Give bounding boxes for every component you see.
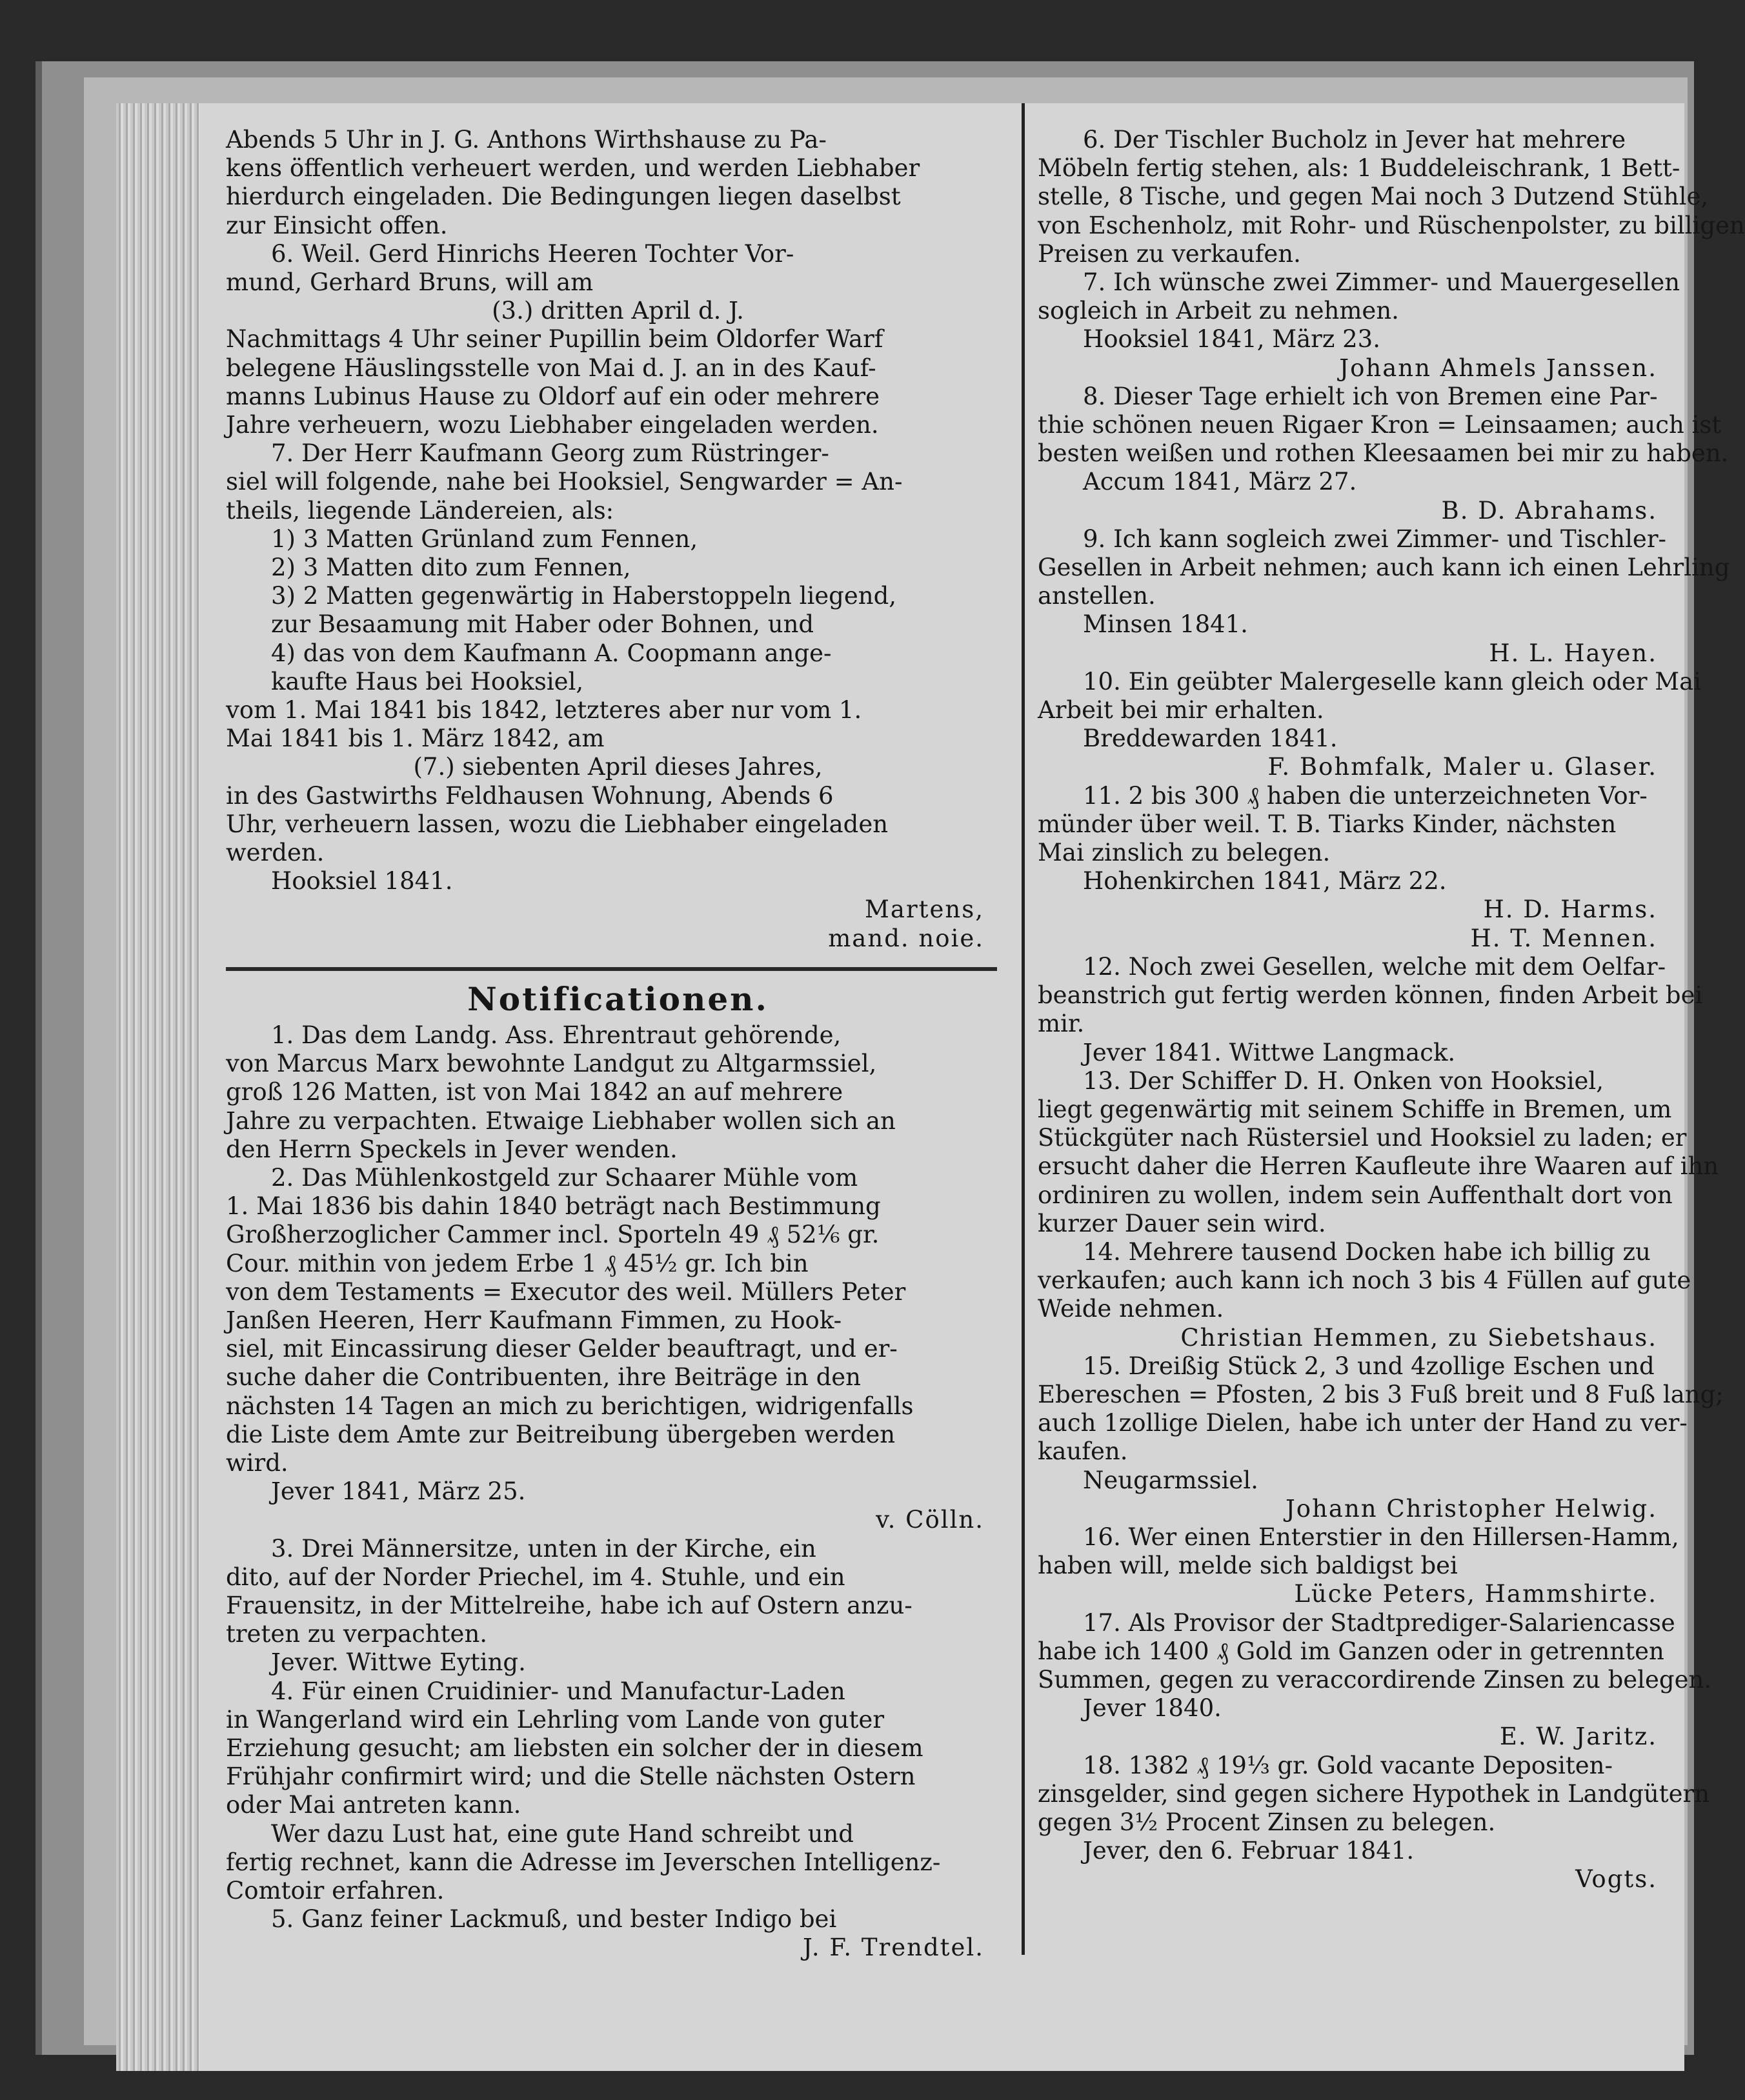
text-line: anstellen.: [1038, 582, 1156, 610]
text-line: manns Lubinus Hause zu Oldorf auf ein oder mehrere: [226, 382, 880, 410]
text-line: 4. Für einen Cruidinier- und Manufactur-Laden: [271, 1677, 845, 1705]
text-line: Hooksiel 1841, März 23.: [1083, 325, 1380, 354]
text-line: Jever 1840.: [1083, 1694, 1222, 1723]
text-line: Erziehung gesucht; am liebsten ein solcher der in diesem: [226, 1734, 923, 1762]
text-line: Großherzoglicher Cammer incl. Sporteln 49 ₰ 52⅙ gr.: [226, 1221, 880, 1249]
text-line: siel, mit Eincassirung dieser Gelder beauftragt, und er-: [226, 1335, 898, 1363]
text-line: Accum 1841, März 27.: [1083, 468, 1357, 496]
text-line: 7. Ich wünsche zwei Zimmer- und Mauergesellen: [1083, 268, 1680, 297]
text-line: werden.: [226, 839, 325, 867]
text-line: Minsen 1841.: [1083, 610, 1248, 639]
text-line: 13. Der Schiffer D. H. Onken von Hooksiel,: [1083, 1066, 1604, 1095]
text-line: ersucht daher die Herren Kaufleute ihre Waaren auf ihn: [1038, 1152, 1719, 1181]
text-line: 2. Das Mühlenkostgeld zur Schaarer Mühle vom: [271, 1163, 858, 1192]
text-line: (7.) siebenten April dieses Jahres,: [413, 753, 823, 781]
text-line: dito, auf der Norder Priechel, im 4. Stuhle, und ein: [226, 1563, 845, 1591]
signature: Vogts.: [1575, 1865, 1657, 1894]
text-line: 1) 3 Matten Grünland zum Fennen,: [271, 525, 698, 553]
text-line: 10. Ein geübter Malergeselle kann gleich oder Mai: [1083, 667, 1702, 695]
text-line: vom 1. Mai 1841 bis 1842, letzteres aber nur vom 1.: [226, 696, 862, 725]
text-line: Weide nehmen.: [1038, 1295, 1224, 1323]
text-line: suche daher die Contribuenten, ihre Beiträge in den: [226, 1363, 862, 1392]
text-line: verkaufen; auch kann ich noch 3 bis 4 Füllen auf gute: [1038, 1266, 1691, 1295]
left-column: [226, 126, 1010, 1962]
text-line: stelle, 8 Tische, und gegen Mai noch 3 Dutzend Stühle,: [1038, 183, 1709, 211]
text-line: 8. Dieser Tage erhielt ich von Bremen eine Par-: [1083, 382, 1658, 410]
text-line: 1. Mai 1836 bis dahin 1840 beträgt nach Bestimmung: [226, 1192, 881, 1221]
text-line: beanstrich gut fertig werden können, finden Arbeit bei: [1038, 981, 1703, 1010]
text-line: 3) 2 Matten gegenwärtig in Haberstoppeln liegend,: [271, 582, 897, 610]
text-line: gegen 3½ Procent Zinsen zu belegen.: [1038, 1808, 1496, 1836]
text-line: treten zu verpachten.: [226, 1620, 488, 1648]
text-line: ordiniren zu wollen, indem sein Auffenthalt dort von: [1038, 1181, 1673, 1209]
text-line: Uhr, verheuern lassen, wozu die Liebhaber eingeladen: [226, 810, 889, 838]
signature: J. F. Trendtel.: [802, 1934, 984, 1962]
signature: Lücke Peters, Hammshirte.: [1294, 1580, 1657, 1608]
text-line: Nachmittags 4 Uhr seiner Pupillin beim Oldorfer Warf: [226, 325, 883, 354]
left-bottom-block: [226, 1021, 1010, 1963]
text-line: habe ich 1400 ₰ Gold im Ganzen oder in getrennten: [1038, 1637, 1664, 1665]
text-line: Janßen Heeren, Herr Kaufmann Fimmen, zu Hook-: [226, 1306, 842, 1334]
text-line: Möbeln fertig stehen, als: 1 Buddeleischrank, 1 Bett-: [1038, 154, 1680, 183]
text-line: 14. Mehrere tausend Docken habe ich billig zu: [1083, 1237, 1651, 1266]
text-line: sogleich in Arbeit zu nehmen.: [1038, 297, 1399, 325]
text-line: 16. Wer einen Enterstier in den Hillersen-Hamm,: [1083, 1523, 1679, 1551]
text-line: belegene Häuslingsstelle von Mai d. J. an in des Kauf-: [226, 354, 876, 382]
text-line: münder über weil. T. B. Tiarks Kinder, nächsten: [1038, 810, 1617, 838]
text-line: 4) das von dem Kaufmann A. Coopmann ange-: [271, 639, 832, 667]
text-line: 9. Ich kann sogleich zwei Zimmer- und Tischler-: [1083, 525, 1667, 553]
text-line: 6. Der Tischler Bucholz in Jever hat mehrere: [1083, 126, 1626, 154]
text-line: Jever 1841, März 25.: [271, 1477, 526, 1506]
text-line: Jever 1841. Wittwe Langmack.: [1083, 1038, 1456, 1066]
text-line: Jever, den 6. Februar 1841.: [1083, 1837, 1415, 1865]
text-line: zur Einsicht offen.: [226, 211, 448, 239]
text-line: Hooksiel 1841.: [271, 867, 453, 895]
text-line: Comtoir erfahren.: [226, 1876, 445, 1905]
signature: Christian Hemmen, zu Siebetshaus.: [1180, 1323, 1657, 1352]
text-line: mund, Gerhard Bruns, will am: [226, 268, 594, 297]
signature: F. Bohmfalk, Maler u. Glaser.: [1267, 753, 1657, 781]
signature: Martens,: [865, 895, 984, 924]
text-line: 1. Das dem Landg. Ass. Ehrentraut gehörende,: [271, 1021, 842, 1049]
text-line: Summen, gegen zu veraccordirende Zinsen zu belegen.: [1038, 1665, 1712, 1694]
text-line: 15. Dreißig Stück 2, 3 und 4zollige Eschen und: [1083, 1352, 1655, 1380]
text-line: Mai 1841 bis 1. März 1842, am: [226, 725, 605, 753]
text-line: Hohenkirchen 1841, März 22.: [1083, 867, 1447, 895]
text-line: Neugarmssiel.: [1083, 1466, 1258, 1494]
text-line: Frauensitz, in der Mittelreihe, habe ich auf Ostern anzu-: [226, 1591, 913, 1619]
text-line: thie schönen neuen Rigaer Kron = Leinsaamen; auch ist: [1038, 411, 1722, 439]
text-line: Jever. Wittwe Eyting.: [271, 1648, 526, 1677]
text-line: Cour. mithin von jedem Erbe 1 ₰ 45½ gr. Ich bin: [226, 1249, 809, 1277]
text-line: von Marcus Marx bewohnte Landgut zu Altgarmssiel,: [226, 1050, 877, 1078]
text-line: theils, liegende Ländereien, als:: [226, 496, 614, 525]
text-line: Frühjahr confirmirt wird; und die Stelle nächsten Ostern: [226, 1763, 916, 1791]
text-line: wird.: [226, 1448, 288, 1477]
text-line: die Liste dem Amte zur Beitreibung übergeben werden: [226, 1420, 896, 1448]
text-line: Stückgüter nach Rüstersiel und Hooksiel zu laden; er: [1038, 1124, 1687, 1152]
text-line: zur Besaamung mit Haber oder Bohnen, und: [271, 610, 814, 639]
left-top-block: [226, 126, 1010, 953]
text-line: Gesellen in Arbeit nehmen; auch kann ich einen Lehrling: [1038, 554, 1730, 582]
text-line: zinsgelder, sind gegen sichere Hypothek in Landgütern: [1038, 1779, 1710, 1808]
text-line: Jahre verheuern, wozu Liebhaber eingeladen werden.: [226, 411, 879, 439]
column-divider: [1022, 103, 1025, 1955]
text-line: hierdurch eingeladen. Die Bedingungen liegen daselbst: [226, 183, 901, 211]
text-line: 17. Als Provisor der Stadtprediger-Salariencasse: [1083, 1608, 1675, 1637]
text-line: den Herrn Speckels in Jever wenden.: [226, 1135, 678, 1163]
text-line: siel will folgende, nahe bei Hooksiel, Sengwarder = An-: [226, 468, 903, 496]
text-line: von dem Testaments = Executor des weil. Müllers Peter: [226, 1277, 906, 1306]
text-line: 7. Der Herr Kaufmann Georg zum Rüstringer-: [271, 439, 829, 468]
text-line: Jahre zu verpachten. Etwaige Liebhaber wollen sich an: [226, 1106, 896, 1135]
text-line: kaufen.: [1038, 1437, 1128, 1466]
text-line: Mai zinslich zu belegen.: [1038, 839, 1331, 867]
text-line: Ebereschen = Pfosten, 2 bis 3 Fuß breit und 8 Fuß lang;: [1038, 1380, 1724, 1408]
text-line: Abends 5 Uhr in J. G. Anthons Wirthshause zu Pa-: [226, 126, 827, 154]
section-rule: [226, 967, 997, 971]
signature: B. D. Abrahams.: [1441, 496, 1657, 525]
signature: H. D. Harms.: [1483, 895, 1657, 924]
text-line: 2) 3 Matten dito zum Fennen,: [271, 554, 631, 582]
signature: v. Cölln.: [876, 1506, 984, 1534]
text-line: kaufte Haus bei Hooksiel,: [271, 667, 584, 695]
text-line: besten weißen und rothen Kleesaamen bei mir zu haben.: [1038, 439, 1729, 468]
text-line: nächsten 14 Tagen an mich zu berichtigen, widrigenfalls: [226, 1392, 914, 1420]
signature: E. W. Jaritz.: [1499, 1723, 1657, 1751]
text-line: liegt gegenwärtig mit seinem Schiffe in Bremen, um: [1038, 1095, 1672, 1123]
signature: Johann Christopher Helwig.: [1285, 1494, 1657, 1523]
text-line: mir.: [1038, 1010, 1085, 1038]
page-stack-edge: [116, 103, 200, 2071]
signature: Johann Ahmels Janssen.: [1339, 354, 1657, 382]
text-line: Arbeit bei mir erhalten.: [1038, 696, 1324, 725]
text-line: (3.) dritten April d. J.: [492, 297, 744, 325]
signature: H. T. Mennen.: [1470, 924, 1657, 952]
text-line: 11. 2 bis 300 ₰ haben die unterzeichneten Vor-: [1083, 781, 1648, 810]
text-line: Breddewarden 1841.: [1083, 725, 1338, 753]
signature: H. L. Hayen.: [1489, 639, 1657, 667]
text-line: kens öffentlich verheuert werden, und werden Liebhaber: [226, 154, 920, 183]
section-heading: Notificationen.: [467, 979, 769, 1018]
text-line: 6. Weil. Gerd Hinrichs Heeren Tochter Vor-: [271, 239, 794, 268]
text-line: 5. Ganz feiner Lackmuß, und bester Indigo bei: [271, 1905, 837, 1934]
right-column: [1038, 126, 1745, 1932]
text-line: Preisen zu verkaufen.: [1038, 239, 1301, 268]
text-line: auch 1zollige Dielen, habe ich unter der Hand zu ver-: [1038, 1409, 1688, 1437]
signature: mand. noie.: [828, 924, 984, 952]
text-line: in Wangerland wird ein Lehrling vom Lande von guter: [226, 1705, 885, 1734]
text-line: 3. Drei Männersitze, unten in der Kirche, ein: [271, 1534, 816, 1563]
text-line: groß 126 Matten, ist von Mai 1842 an auf mehrere: [226, 1078, 843, 1106]
text-line: 12. Noch zwei Gesellen, welche mit dem Oelfar-: [1083, 952, 1666, 981]
text-line: haben will, melde sich baldigst bei: [1038, 1552, 1458, 1580]
text-line: Wer dazu Lust hat, eine gute Hand schreibt und: [271, 1819, 854, 1848]
text-line: von Eschenholz, mit Rohr- und Rüschenpolster, zu billigen: [1038, 211, 1745, 239]
text-line: 18. 1382 ₰ 19⅓ gr. Gold vacante Depositen-: [1083, 1751, 1613, 1779]
text-line: oder Mai antreten kann.: [226, 1791, 521, 1819]
text-line: fertig rechnet, kann die Adresse im Jeverschen Intelligenz-: [226, 1848, 941, 1876]
text-line: kurzer Dauer sein wird.: [1038, 1209, 1326, 1237]
text-line: in des Gastwirths Feldhausen Wohnung, Abends 6: [226, 781, 834, 810]
